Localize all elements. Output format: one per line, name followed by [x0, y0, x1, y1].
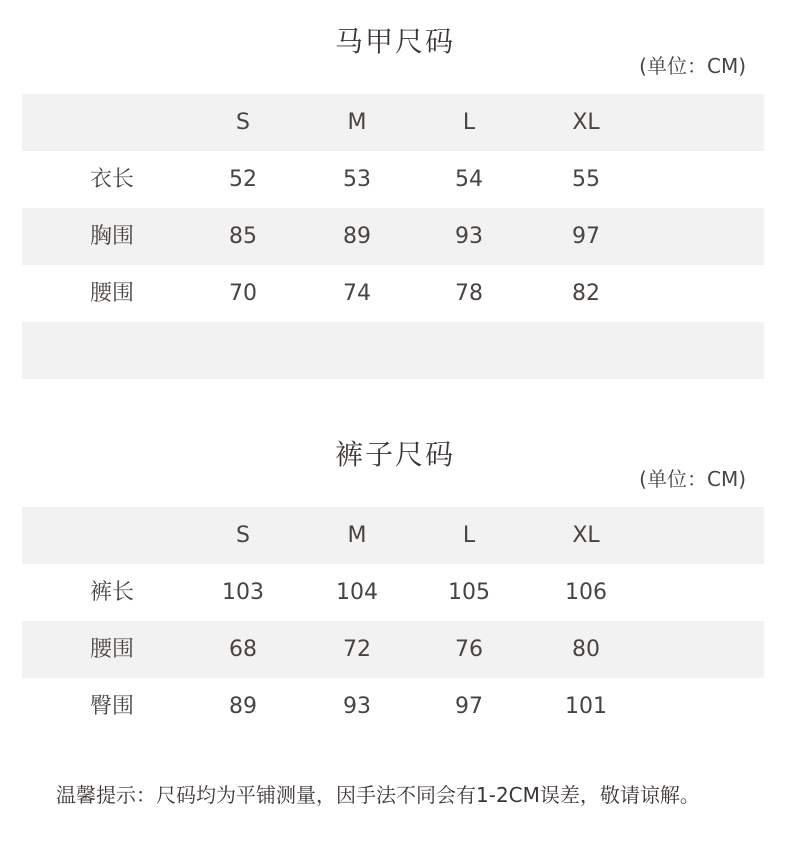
pants-unit-label: (单位：CM)	[639, 467, 746, 491]
table-cell: 68	[229, 637, 257, 662]
row-label: 腰围	[89, 281, 134, 306]
header-cell-xl: XL	[572, 523, 600, 548]
table-cell: 103	[222, 580, 264, 605]
table-cell: 105	[448, 580, 490, 605]
table-row	[22, 621, 764, 678]
row-label: 胸围	[89, 224, 134, 249]
table-cell: 89	[343, 224, 371, 249]
table-row	[22, 564, 764, 621]
header-cell-m: M	[347, 523, 367, 548]
table-cell: 82	[572, 281, 600, 306]
table-cell: 106	[565, 580, 607, 605]
header-cell-l: L	[462, 523, 476, 548]
row-label: 衣长	[89, 167, 134, 192]
table-cell: 89	[229, 694, 257, 719]
table-row	[22, 678, 764, 735]
header-cell-m: M	[347, 110, 367, 135]
measurement-note: 温馨提示：尺码均为平铺测量，因手法不同会有1-2CM误差，敬请谅解。	[56, 783, 700, 807]
header-cell-xl: XL	[572, 110, 600, 135]
table-cell: 97	[572, 224, 600, 249]
row-label: 腰围	[89, 637, 134, 662]
table-cell: 52	[229, 167, 257, 192]
pants-size-title: 裤子尺码	[334, 438, 455, 471]
table-cell: 53	[343, 167, 371, 192]
pants-size-table	[22, 507, 764, 735]
header-cell-s: S	[236, 523, 250, 548]
vest-unit-label: (单位：CM)	[639, 54, 746, 78]
table-cell: 80	[572, 637, 600, 662]
table-cell: 78	[455, 281, 483, 306]
row-label: 裤长	[89, 580, 134, 605]
table-row	[22, 208, 764, 265]
table-cell: 97	[455, 694, 483, 719]
row-label: 臀围	[89, 694, 134, 719]
table-cell: 93	[455, 224, 483, 249]
table-header-row	[22, 94, 764, 151]
table-cell: 104	[336, 580, 378, 605]
header-cell-s: S	[236, 110, 250, 135]
table-cell: 74	[343, 281, 371, 306]
table-cell: 93	[343, 694, 371, 719]
table-cell: 101	[565, 694, 607, 719]
header-cell-l: L	[462, 110, 476, 135]
table-empty-row	[22, 322, 764, 379]
table-cell: 76	[455, 637, 483, 662]
table-row	[22, 265, 764, 322]
table-cell: 55	[572, 167, 600, 192]
vest-size-table	[22, 94, 764, 379]
table-row	[22, 151, 764, 208]
table-cell: 70	[229, 281, 257, 306]
table-cell: 85	[229, 224, 257, 249]
vest-size-title: 马甲尺码	[334, 25, 455, 58]
table-cell: 54	[455, 167, 483, 192]
table-cell: 72	[343, 637, 371, 662]
table-header-row	[22, 507, 764, 564]
